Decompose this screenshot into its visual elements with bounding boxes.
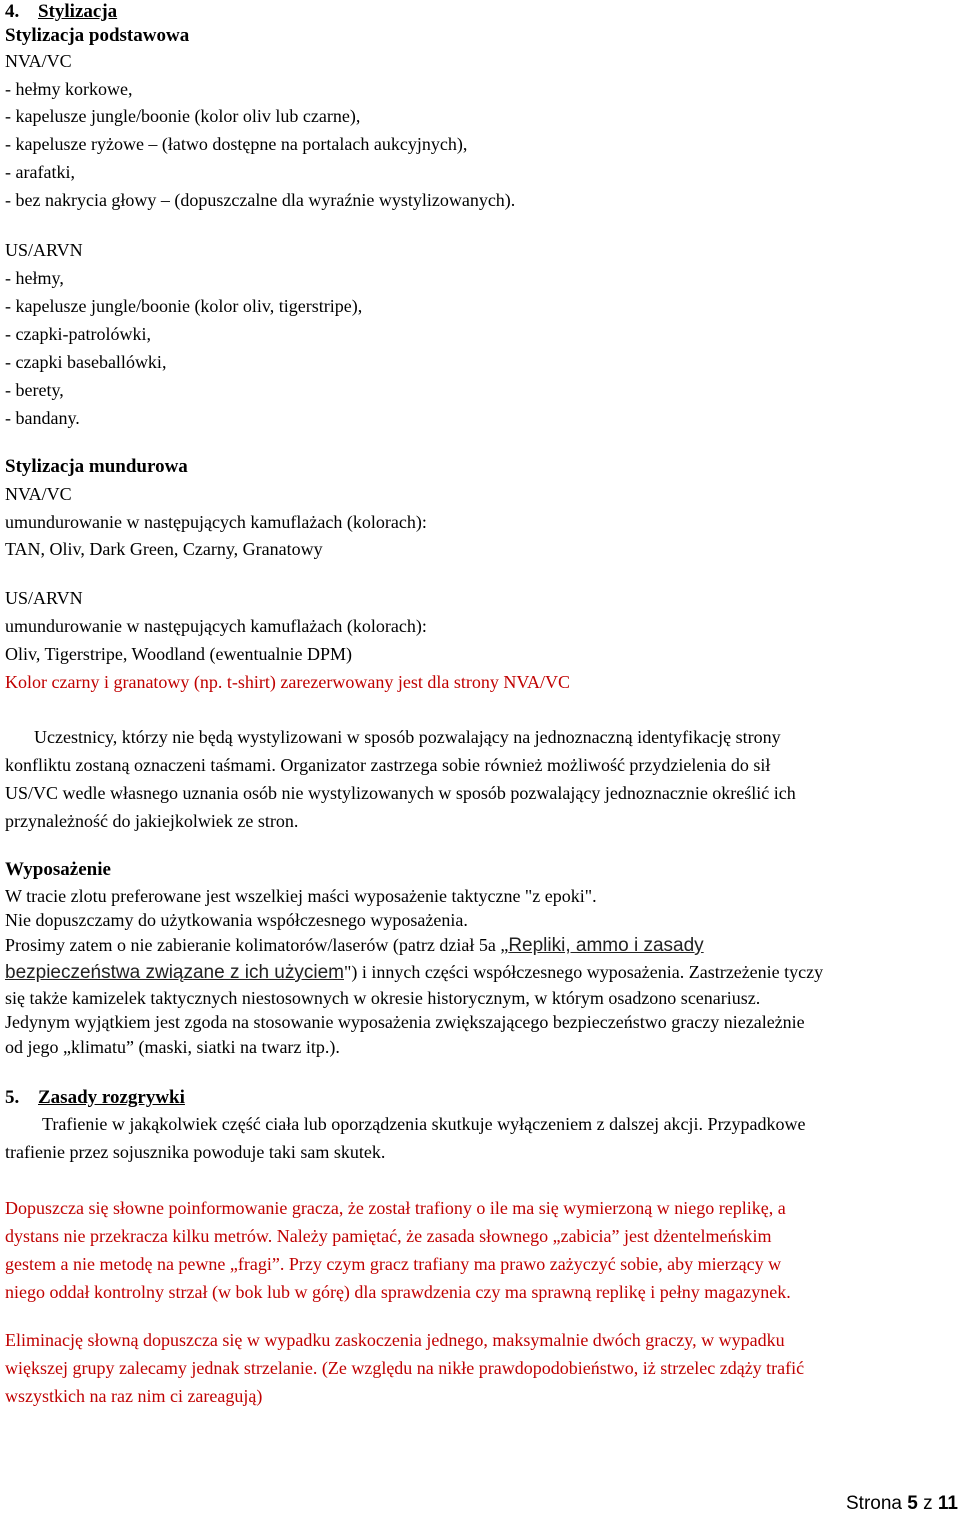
paragraph-line: Uczestnicy, którzy nie będą wystylizowani w sposób pozwalający na jednoznaczną identyfikację strony	[34, 727, 781, 747]
list-item: - bandany.	[5, 408, 80, 428]
list-item: - czapki baseballówki,	[5, 352, 167, 372]
red-paragraph-line: gestem a nie metodę na pewne „fragi”. Przy czym gracz trafiany ma prawo zażyczyć sobie, aby mierzący w	[5, 1254, 782, 1274]
uniform-colors: TAN, Oliv, Dark Green, Czarny, Granatowy	[5, 539, 323, 559]
uniform-colors: Oliv, Tigerstripe, Woodland (ewentualnie DPM)	[5, 644, 353, 664]
paragraph-line	[5, 960, 823, 985]
footer-page-number: 5	[907, 1493, 918, 1514]
nva-label: NVA/VC	[5, 51, 72, 71]
section-5a-link[interactable]: Repliki, ammo i zasady	[508, 935, 704, 956]
footer-of: z	[923, 1493, 933, 1514]
list-item: - hełmy,	[5, 268, 64, 288]
text-span: ") i innych części współczesnego wyposażenia. Zastrzeżenie tyczy	[344, 962, 824, 982]
red-paragraph-line: Dopuszcza się słowne poinformowanie gracza, że został trafiony o ile ma się wymierzoną w niego replikę, a	[5, 1198, 786, 1218]
paragraph-line: się także kamizelek taktycznych niestosownych w okresie historycznym, w którym osadzono scenariusz.	[5, 988, 761, 1008]
red-paragraph-line: dystans nie przekracza kilku metrów. Należy pamiętać, że zasada słownego „zabicia” jest dżentelmeńskim	[5, 1226, 772, 1246]
paragraph-line: od jego „klimatu” (maski, siatki na twarz itp.).	[5, 1037, 340, 1057]
list-item: - arafatki,	[5, 162, 75, 182]
page-footer	[846, 1492, 958, 1516]
section-5-heading	[5, 1086, 185, 1110]
uniform-text: umundurowanie w następujących kamuflażach (kolorach):	[5, 512, 427, 532]
text-span: Prosimy zatem o nie zabieranie kolimatorów/laserów (patrz dział 5a „	[5, 935, 509, 955]
section-5-title: Zasady rozgrywki	[38, 1087, 185, 1108]
paragraph-line: przynależność do jakiejkolwiek ze stron.	[5, 811, 299, 831]
list-item: - berety,	[5, 380, 64, 400]
section-4-heading	[5, 0, 117, 24]
sub-heading-uniform: Stylizacja mundurowa	[5, 456, 188, 477]
footer-total-pages: 11	[937, 1493, 958, 1514]
uniform-text: umundurowanie w następujących kamuflażach (kolorach):	[5, 616, 427, 636]
nva-label: NVA/VC	[5, 484, 72, 504]
red-paragraph-line: większej grupy zalecamy jednak strzelanie. (Ze względu na nikłe prawdopodobieństwo, iż strzelec zdąży trafić	[5, 1358, 805, 1378]
paragraph-line: trafienie przez sojusznika powoduje taki sam skutek.	[5, 1142, 386, 1162]
section-5a-link[interactable]: bezpieczeństwa związane z ich użyciem	[5, 962, 344, 983]
paragraph-line: Trafienie w jakąkolwiek część ciała lub oporządzenia skutkuje wyłączeniem z dalszej akcji. Przypadkowe	[42, 1114, 806, 1134]
us-label: US/ARVN	[5, 588, 83, 608]
red-paragraph-line: niego oddał kontrolny strzał (w bok lub w górę) dla sprawdzenia czy ma sprawną replikę i pełny magazynek.	[5, 1282, 791, 1302]
color-reservation-note: Kolor czarny i granatowy (np. t-shirt) zarezerwowany jest dla strony NVA/VC	[5, 672, 571, 692]
paragraph-line: W tracie zlotu preferowane jest wszelkiej maści wyposażenie taktyczne "z epoki".	[5, 886, 597, 906]
paragraph-line: US/VC wedle własnego uznania osób nie wystylizowanych w sposób pozwalający jednoznacznie określić ich	[5, 783, 796, 803]
us-label: US/ARVN	[5, 240, 83, 260]
section-4-title: Stylizacja	[38, 1, 118, 22]
sub-heading-basic: Stylizacja podstawowa	[5, 25, 190, 46]
list-item: - kapelusze jungle/boonie (kolor oliv lub czarne),	[5, 106, 361, 126]
paragraph-line: Jedynym wyjątkiem jest zgoda na stosowanie wyposażenia zwiększającego bezpieczeństwo graczy niezależnie	[5, 1012, 805, 1032]
list-item: - kapelusze ryżowe – (łatwo dostępne na portalach aukcyjnych),	[5, 134, 468, 154]
equipment-heading: Wyposażenie	[5, 859, 111, 880]
list-item: - bez nakrycia głowy – (dopuszczalne dla wyraźnie wystylizowanych).	[5, 190, 516, 210]
red-paragraph-line: wszystkich na raz nim ci zareagują)	[5, 1386, 263, 1406]
section-4-number: 4.	[5, 1, 20, 22]
paragraph-line: konfliktu zostaną oznaczeni taśmami. Organizator zastrzega sobie również możliwość przydzielenia do sił	[5, 755, 771, 775]
section-5-number: 5.	[5, 1087, 20, 1108]
list-item: - czapki-patrolówki,	[5, 324, 151, 344]
paragraph-line	[5, 933, 704, 958]
footer-label: Strona	[846, 1493, 902, 1514]
red-paragraph-line: Eliminację słowną dopuszcza się w wypadku zaskoczenia jednego, maksymalnie dwóch graczy, w wypadku	[5, 1330, 785, 1350]
paragraph-line: Nie dopuszczamy do użytkowania współczesnego wyposażenia.	[5, 910, 468, 930]
list-item: - hełmy korkowe,	[5, 79, 133, 99]
list-item: - kapelusze jungle/boonie (kolor oliv, tigerstripe),	[5, 296, 363, 316]
